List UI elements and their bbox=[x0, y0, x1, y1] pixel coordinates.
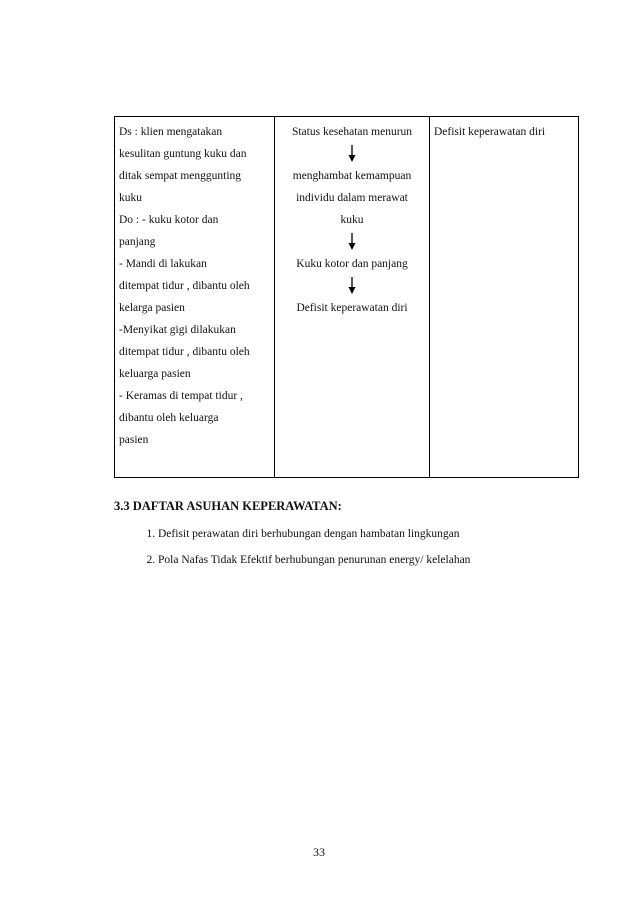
data-line: - Mandi di lakukan bbox=[119, 258, 207, 270]
list-item: 1. Defisit perawatan diri berhubungan dengan hambatan lingkungan bbox=[158, 521, 584, 547]
problem-text: Defisit keperawatan diri bbox=[434, 126, 546, 138]
page-number: 33 bbox=[313, 845, 325, 859]
data-line: -Menyikat gigi dilakukan bbox=[119, 324, 236, 336]
data-line: - Keramas di tempat tidur , bbox=[119, 390, 243, 402]
analysis-table bbox=[114, 116, 579, 478]
data-line: ditempat tidur , dibantu oleh bbox=[119, 346, 250, 358]
nursing-diagnosis-section bbox=[114, 497, 584, 573]
data-line: Do : - kuku kotor dan bbox=[119, 214, 219, 226]
data-line: kelarga pasien bbox=[119, 302, 185, 314]
table-row bbox=[115, 117, 579, 478]
data-line: ditempat tidur , dibantu oleh bbox=[119, 280, 250, 292]
etiology-line: individu dalam merawat bbox=[296, 192, 408, 204]
diagnosis-list bbox=[114, 521, 584, 573]
arrow-down-icon bbox=[279, 143, 425, 165]
etiology-line: menghambat kemampuan bbox=[292, 170, 412, 182]
etiology-cell bbox=[275, 117, 430, 478]
arrow-down-icon bbox=[279, 275, 425, 297]
data-line: ditak sempat menggunting bbox=[119, 170, 242, 182]
etiology-line: Kuku kotor dan panjang bbox=[296, 258, 408, 270]
data-line: Ds : klien mengatakan bbox=[119, 126, 223, 138]
etiology-line: Status kesehatan menurun bbox=[291, 126, 413, 138]
data-line: pasien bbox=[119, 434, 149, 446]
data-cell bbox=[115, 117, 275, 478]
data-line: keluarga pasien bbox=[119, 368, 191, 380]
list-item: 2. Pola Nafas Tidak Efektif berhubungan penurunan energy/ kelelahan bbox=[158, 547, 584, 573]
arrow-down-icon bbox=[279, 231, 425, 253]
data-line: kesulitan guntung kuku dan bbox=[119, 148, 247, 160]
etiology-line: kuku bbox=[340, 214, 364, 226]
data-line: dibantu oleh keluarga bbox=[119, 412, 219, 424]
data-line: panjang bbox=[119, 236, 156, 248]
data-line: kuku bbox=[119, 192, 142, 204]
section-heading: 3.3 DAFTAR ASUHAN KEPERAWATAN: bbox=[114, 499, 342, 513]
problem-cell bbox=[430, 117, 579, 478]
etiology-line: Defisit keperawatan diri bbox=[296, 302, 408, 314]
